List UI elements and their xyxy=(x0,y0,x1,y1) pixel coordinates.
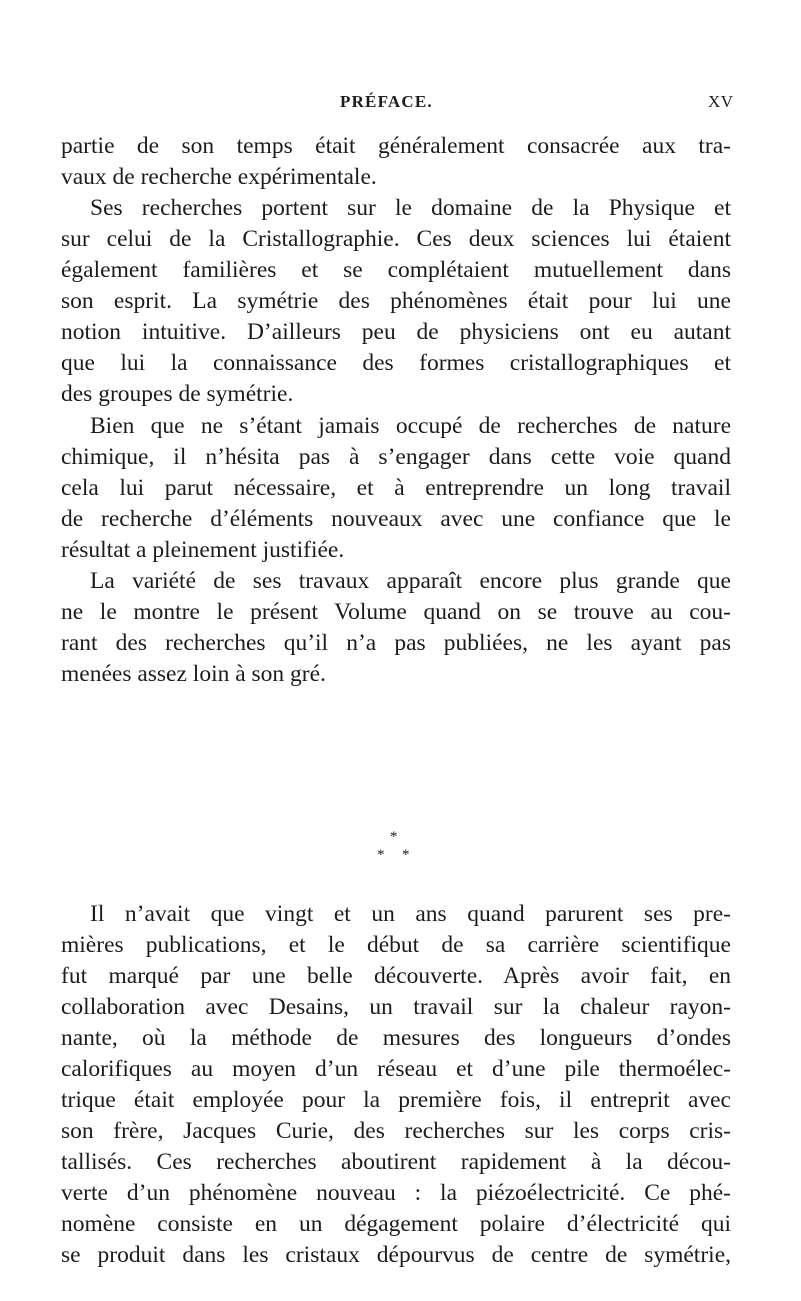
running-title: PRÉFACE. xyxy=(340,92,433,111)
text-line: que lui la connaissance des formes cristallographiques et xyxy=(61,350,731,376)
text-line: chimique, il n’hésita pas à s’engager dans cette voie quand xyxy=(61,444,731,470)
text-line: fut marqué par une belle découverte. Après avoir fait, en xyxy=(61,963,731,989)
text-line: collaboration avec Desains, un travail sur la chaleur rayon- xyxy=(61,994,731,1020)
text-line: cela lui parut nécessaire, et à entreprendre un long travail xyxy=(61,475,731,501)
page-number: XV xyxy=(708,92,734,111)
separator-star: * xyxy=(377,847,385,863)
text-line: tallisés. Ces recherches aboutirent rapidement à la décou- xyxy=(61,1149,731,1175)
text-line: vaux de recherche expérimentale. xyxy=(61,164,377,190)
text-line: verte d’un phénomène nouveau : la piézoélectricité. Ce phé- xyxy=(61,1180,731,1206)
text-line: nomène consiste en un dégagement polaire d’électricité qui xyxy=(61,1211,731,1237)
running-header xyxy=(0,92,801,116)
text-line: son esprit. La symétrie des phénomènes était pour lui une xyxy=(61,288,731,314)
text-line: partie de son temps était généralement consacrée aux tra- xyxy=(61,133,731,159)
text-line: se produit dans les cristaux dépourvus de centre de symétrie, xyxy=(61,1242,731,1268)
text-line: Il n’avait que vingt et un ans quand parurent ses pre- xyxy=(90,901,731,927)
text-line: de recherche d’éléments nouveaux avec une confiance que le xyxy=(61,506,731,532)
section-separator xyxy=(0,830,801,876)
text-line: notion intuitive. D’ailleurs peu de physiciens ont eu autant xyxy=(61,319,731,345)
text-line: sur celui de la Cristallographie. Ces deux sciences lui étaient xyxy=(61,226,731,252)
text-line: Bien que ne s’étant jamais occupé de recherches de nature xyxy=(90,413,731,439)
text-line: calorifiques au moyen d’un réseau et d’une pile thermoélec- xyxy=(61,1056,731,1082)
text-line: rant des recherches qu’il n’a pas publiées, ne les ayant pas xyxy=(61,630,731,656)
text-line: mières publications, et le début de sa carrière scientifique xyxy=(61,932,731,958)
text-line: nante, où la méthode de mesures des longueurs d’ondes xyxy=(61,1025,731,1051)
separator-star: * xyxy=(402,847,410,863)
separator-star: * xyxy=(390,829,398,845)
text-line: La variété de ses travaux apparaît encore plus grande que xyxy=(90,568,731,594)
text-line: menées assez loin à son gré. xyxy=(61,661,326,687)
text-line: son frère, Jacques Curie, des recherches sur les corps cris- xyxy=(61,1118,731,1144)
text-line: des groupes de symétrie. xyxy=(61,381,294,407)
text-line: également familières et se complétaient mutuellement dans xyxy=(61,257,731,283)
text-line: trique était employée pour la première fois, il entreprit avec xyxy=(61,1087,731,1113)
text-line: Ses recherches portent sur le domaine de la Physique et xyxy=(90,195,731,221)
text-line: ne le montre le présent Volume quand on se trouve au cou- xyxy=(61,599,731,625)
text-line: résultat a pleinement justifiée. xyxy=(61,537,345,563)
